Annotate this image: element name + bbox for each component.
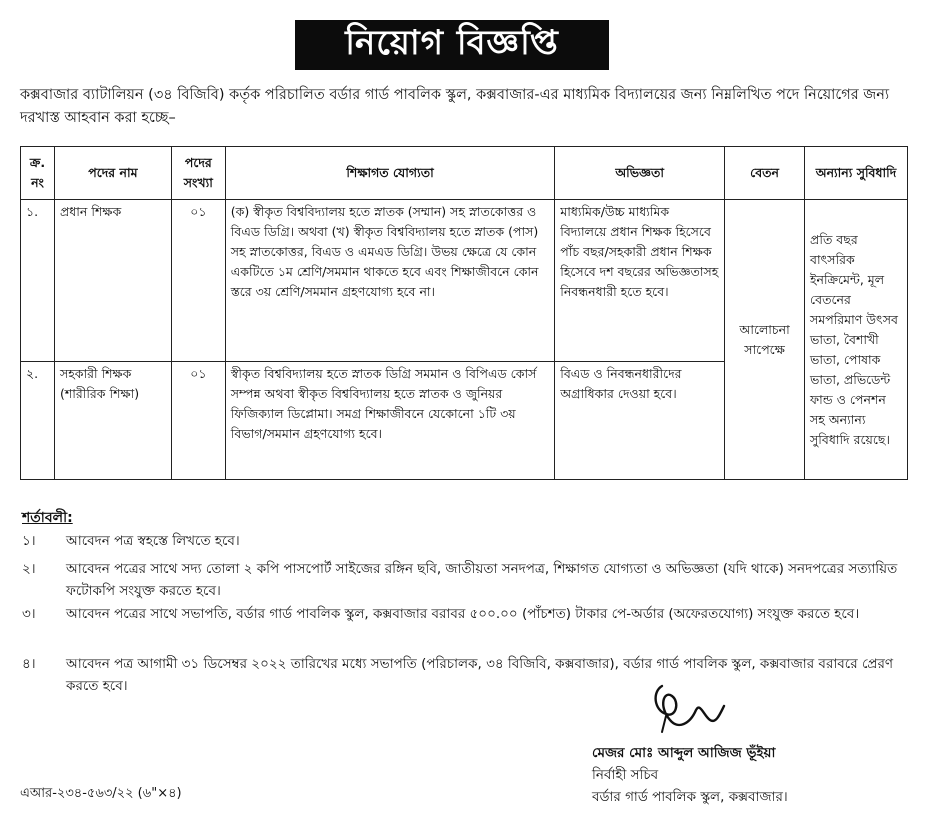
handwritten-signature <box>640 680 730 736</box>
term-number: ৩। <box>22 606 36 622</box>
row-serial: ২. <box>21 362 55 480</box>
row-post: সহকারী শিক্ষক (শারীরিক শিক্ষা) <box>54 362 171 480</box>
row-experience: মাধ্যমিক/উচ্চ মাধ্যমিক বিদ্যালয়ে প্রধান শিক্ষক হিসেবে পাঁচ বছর/সহকারী প্রধান শিক্ষক হিসেবে দশ বছরের অভিজ্ঞতাসহ নিবন্ধনধারী হতে হবে। <box>555 200 725 362</box>
col-header-benefits: অন্যান্য সুবিধাদি <box>805 147 908 200</box>
reference-number: এআর-২৩৪-৫৬৩/২২ (৬"×৪) <box>20 786 182 801</box>
term-text: আবেদন পত্র আগামী ৩১ ডিসেম্বর ২০২২ তারিখের মধ্যে সভাপতি (পরিচালক, ৩৪ বিজিবি, কক্সবাজার), বর্ডার গার্ড পাবলিক স্কুল, কক্সবাজার বরাবরে প্রেরণ করতে হবে। <box>66 656 894 694</box>
benefits-cell: প্রতি বছর বাৎসরিক ইনক্রিমেন্ট, মূল বেতনের সমপরিমাণ উৎসব ভাতা, বৈশাখী ভাতা, পোষাক ভাতা, প্রভিডেন্ট ফান্ড ও পেনশন সহ অন্যান্য সুবিধাদি রয়েছে। <box>805 200 908 480</box>
signatory-designation: নির্বাহী সচিব <box>592 767 659 783</box>
row-qualification: (ক) স্বীকৃত বিশ্ববিদ্যালয় হতে স্নাতক (সম্মান) সহ স্নাতকোত্তর ও বিএড ডিগ্রি। অথবা (খ) স্বীকৃত বিশ্ববিদ্যালয় হতে স্নাতক (পাস) সহ স্নাতকোত্তর, বিএড ও এমএড ডিগ্রি। উভয় ক্ষেত্রে যে কোন একটিতে ১ম শ্রেণি/সমমান থাকতে হবে এবং শিক্ষাজীবনে কোন স্তরে ৩য় শ্রেণি/সমমান গ্রহণযোগ্য হবে না। <box>225 200 554 362</box>
term-number: ৪। <box>22 656 36 672</box>
vacancy-table <box>20 146 908 480</box>
term-number: ২। <box>22 561 36 577</box>
col-header-post: পদের নাম <box>54 147 171 200</box>
col-header-qualification: শিক্ষাগত যোগ্যতা <box>225 147 554 200</box>
signatory-organization: বর্ডার গার্ড পাবলিক স্কুল, কক্সবাজার। <box>592 789 788 805</box>
row-qualification: স্বীকৃত বিশ্ববিদ্যালয় হতে স্নাতক ডিগ্রি সমমান ও বিপিএড কোর্স সম্পন্ন অথবা স্বীকৃত বিশ্ববিদ্যালয় হতে স্নাতক ও জুনিয়র ফিজিক্যাল ডিপ্লোমা। সমগ্র শিক্ষাজীবনে যেকোনো ১টি ৩য় বিভাগ/সমমান গ্রহণযোগ্য হবে। <box>225 362 554 480</box>
term-text: আবেদন পত্র স্বহস্তে লিখতে হবে। <box>66 533 240 549</box>
row-experience: বিএড ও নিবন্ধনধারীদের অগ্রাধিকার দেওয়া হবে। <box>555 362 725 480</box>
col-header-salary: বেতন <box>725 147 805 200</box>
row-post: প্রধান শিক্ষক <box>54 200 171 362</box>
table-header-row <box>21 147 908 200</box>
signatory-name: মেজর মোঃ আব্দুল আজিজ ভূঁইয়া <box>592 745 776 761</box>
col-header-serial: ক্র. নং <box>21 147 55 200</box>
salary-cell: আলোচনা সাপেক্ষে <box>725 200 805 480</box>
terms-heading: শর্তাবলী: <box>22 510 73 526</box>
table-row <box>21 200 908 362</box>
col-header-experience: অভিজ্ঞতা <box>555 147 725 200</box>
term-text: আবেদন পত্রের সাথে সদ্য তোলা ২ কপি পাসপোর্ট সাইজের রঙ্গিন ছবি, জাতীয়তা সনদপত্র, শিক্ষাগত যোগ্যতা ও অভিজ্ঞতা (যদি থাকে) সনদপত্রের সত্যায়িত ফটোকপি সংযুক্ত করতে হবে। <box>66 561 898 599</box>
row-serial: ১. <box>21 200 55 362</box>
row-count: ০১ <box>171 200 225 362</box>
col-header-count: পদের সংখ্যা <box>171 147 225 200</box>
signatory-block <box>592 742 788 808</box>
intro-paragraph: কক্সবাজার ব্যাটালিয়ন (৩৪ বিজিবি) কর্তৃক পরিচালিত বর্ডার গার্ড পাবলিক স্কুল, কক্সবাজার-এর মাধ্যমিক বিদ্যালয়ের জন্য নিম্নলিখিত পদে নিয়োগের জন্য দরখাস্ত আহবান করা হচ্ছে– <box>20 87 890 126</box>
term-text: আবেদন পত্রের সাথে সভাপতি, বর্ডার গার্ড পাবলিক স্কুল, কক্সবাজার বরাবর ৫০০.০০ (পাঁচশত) টাকার পে-অর্ডার (অফেরতযোগ্য) সংযুক্ত করতে হবে। <box>66 606 860 622</box>
row-count: ০১ <box>171 362 225 480</box>
notice-title: নিয়োগ বিজ্ঞপ্তি <box>295 20 609 70</box>
term-number: ১। <box>22 533 36 549</box>
